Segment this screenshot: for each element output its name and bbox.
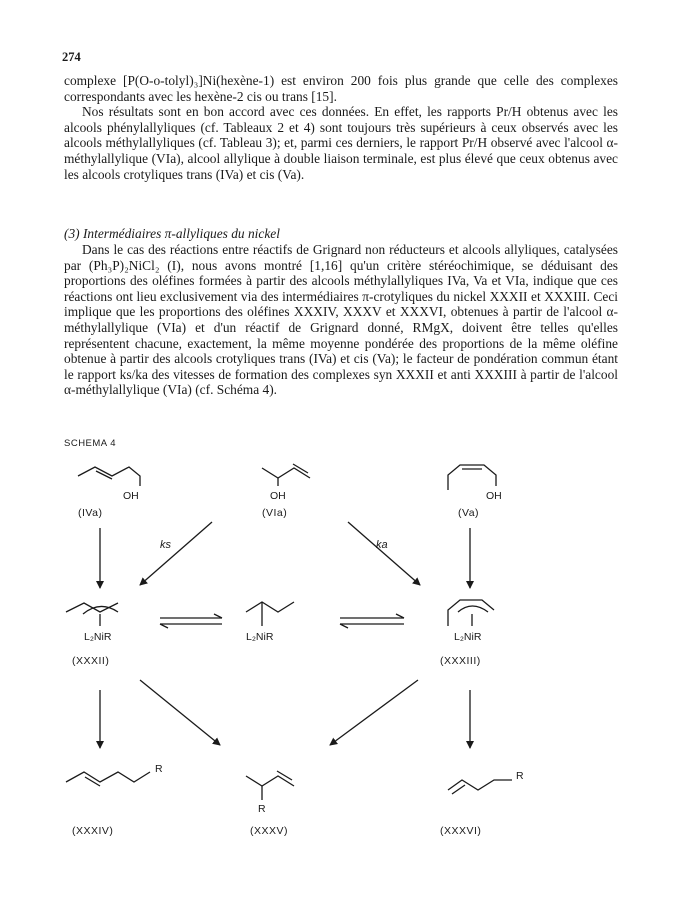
compound-VIa: (VIa) (262, 507, 288, 519)
oh-label-Va: OH (486, 490, 502, 502)
arrow-ka (348, 522, 420, 585)
compound-Va: (Va) (458, 507, 480, 519)
ni-ligand-XXXIII: L₂NiR (454, 631, 482, 643)
molecule-XXXVI (448, 780, 512, 794)
section-body: Dans le cas des réactions entre réactifs de Grignard non réducteurs et alcools allyliques, catalysées par (Ph₃P)₂NiCl₂ (I), nous avons montré [1,16] qu'un critère stéréochimique, se déduisant des proportions des oléfines formées à partir des alcools méthylallyliques IVa, Va et VIa, indique que ces réactions ont lieu exclusivement via des intermédiaires π-crotyliques du nickel XXXII et XXXIII. Ceci implique que les proportions des oléfines XXXIV, XXXV et XXXVI, obtenues à partir de l'alcool α-méthylallylique (VIa) et d'un réactif de Grignard donné, RMgX, doivent être telles qu'elles représentent chacune, exactement, la même moyenne pondérée des proportions de la même oléfine obtenue à partir des alcools crotyliques trans (IVa) et cis (Va); le facteur de pondération commun étant le rapport ks/ka des vitesses de formation des complexes syn XXXII et anti XXXIII à partir de l'alcool α-méthylallylique (VIa) (cf. Schéma 4). (64, 242, 618, 398)
page-number: 274 (62, 50, 81, 64)
compound-IVa: (IVa) (78, 507, 103, 519)
rate-ka: ka (376, 539, 388, 551)
compound-XXXVI: (XXXVI) (440, 825, 482, 837)
molecule-VIa (262, 464, 310, 486)
molecule-XXXV (246, 771, 294, 800)
molecule-XXXII (66, 603, 118, 626)
arrow-XXXIII-XXXV (330, 680, 418, 745)
molecule-sigma-complex (246, 602, 294, 626)
molecule-XXXIV (66, 772, 150, 786)
molecule-Va (448, 465, 496, 490)
ni-ligand-XXXII: L₂NiR (84, 631, 112, 643)
oh-label-VIa: OH (270, 490, 286, 502)
equilibrium-left (160, 614, 222, 628)
r-label-XXXV: R (258, 803, 266, 815)
paragraph-section (64, 242, 618, 398)
arrow-XXXII-XXXV (140, 680, 220, 745)
paragraph-line: complexe [P(O-o-tolyl)₃]Ni(hexène-1) est environ 200 fois plus grande que celle des complexes correspondants avec les hexène-2 cis ou trans [15]. (64, 73, 618, 104)
molecule-IVa (78, 467, 140, 486)
paragraph-line: Nos résultats sont en bon accord avec ces données. En effet, les rapports Pr/H obtenus avec les alcools phénylallyliques (cf. Tableaux 2 et 4) sont toujours très supérieurs à ceux observés avec les alcools méthylallyliques (cf. Tableau 3); et, parmi ces derniers, le rapport Pr/H observé avec l'alcool α-méthylallylique (VIa), alcool allylique à double liaison terminale, est plus élevé que ceux obtenus avec les alcools crotyliques trans (IVa) et cis (Va). (64, 104, 618, 182)
r-label-XXXVI: R (516, 770, 524, 782)
molecule-XXXIII (448, 600, 494, 626)
reaction-scheme (0, 450, 680, 850)
equilibrium-right (340, 614, 404, 628)
compound-XXXIV: (XXXIV) (72, 825, 114, 837)
oh-label-IVa: OH (123, 490, 139, 502)
paragraph-results (64, 73, 618, 182)
r-label-XXXIV: R (155, 763, 163, 775)
compound-XXXV: (XXXV) (250, 825, 289, 837)
compound-XXXII: (XXXII) (72, 655, 110, 667)
rate-ks: ks (160, 539, 171, 551)
compound-XXXIII: (XXXIII) (440, 655, 481, 667)
ni-ligand-sigma: L₂NiR (246, 631, 274, 643)
scheme-title: SCHEMA 4 (64, 438, 117, 449)
arrow-ks (140, 522, 212, 585)
section-heading: (3) Intermédiaires π-allyliques du nickel (64, 226, 280, 241)
